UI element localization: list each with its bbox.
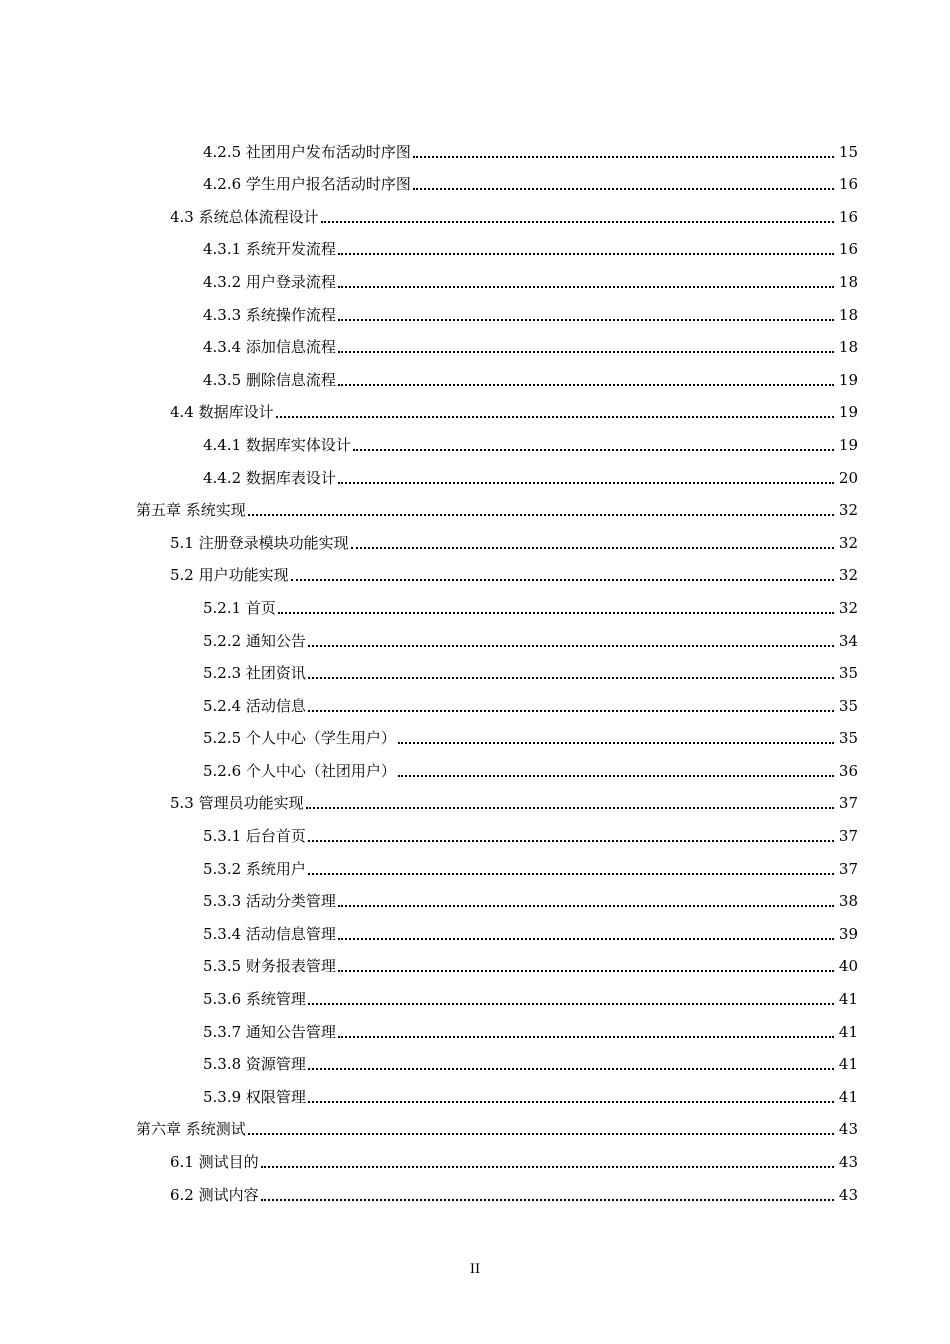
toc-entry-title: 5.2.2 通知公告 bbox=[203, 631, 306, 650]
toc-entry[interactable] bbox=[0, 786, 950, 819]
toc-entry-title: 第六章 系统测试 bbox=[136, 1120, 246, 1139]
toc-entry-page-number: 15 bbox=[838, 142, 858, 161]
toc-entry-title: 5.3.5 财务报表管理 bbox=[203, 957, 336, 976]
table-of-contents bbox=[0, 134, 950, 1210]
toc-entry-title: 5.2.5 个人中心（学生用户） bbox=[203, 729, 396, 748]
toc-dot-leader bbox=[308, 710, 834, 712]
toc-dot-leader bbox=[308, 873, 834, 875]
toc-entry[interactable] bbox=[0, 1047, 950, 1080]
toc-entry-title: 6.2 测试内容 bbox=[170, 1185, 259, 1204]
toc-entry-page-number: 41 bbox=[838, 1022, 858, 1041]
toc-entry[interactable] bbox=[0, 590, 950, 623]
toc-entry-title: 5.3.8 资源管理 bbox=[203, 1055, 306, 1074]
toc-entry-page-number: 32 bbox=[838, 598, 858, 617]
toc-entry-page-number: 32 bbox=[838, 533, 858, 552]
toc-dot-leader bbox=[306, 807, 834, 809]
toc-entry[interactable] bbox=[0, 721, 950, 754]
toc-dot-leader bbox=[321, 221, 834, 223]
toc-dot-leader bbox=[398, 775, 834, 777]
toc-entry-title: 4.4 数据库设计 bbox=[170, 403, 274, 422]
toc-entry[interactable] bbox=[0, 1079, 950, 1112]
toc-entry-title: 5.3.1 后台首页 bbox=[203, 827, 306, 846]
toc-entry[interactable] bbox=[0, 297, 950, 330]
toc-entry-page-number: 38 bbox=[838, 892, 858, 911]
toc-dot-leader bbox=[413, 188, 834, 190]
toc-entry[interactable] bbox=[0, 623, 950, 656]
toc-entry-page-number: 35 bbox=[838, 696, 858, 715]
toc-entry[interactable] bbox=[0, 884, 950, 917]
toc-entry-page-number: 35 bbox=[838, 729, 858, 748]
toc-dot-leader bbox=[351, 547, 834, 549]
toc-dot-leader bbox=[278, 612, 834, 614]
toc-entry-page-number: 16 bbox=[838, 240, 858, 259]
toc-entry-page-number: 39 bbox=[838, 924, 858, 943]
toc-entry[interactable] bbox=[0, 167, 950, 200]
toc-entry-page-number: 18 bbox=[838, 338, 858, 357]
toc-entry-page-number: 32 bbox=[838, 501, 858, 520]
toc-entry-title: 4.4.1 数据库实体设计 bbox=[203, 435, 351, 454]
toc-entry-title: 5.2.1 首页 bbox=[203, 598, 276, 617]
toc-entry[interactable] bbox=[0, 688, 950, 721]
toc-dot-leader bbox=[338, 351, 834, 353]
toc-dot-leader bbox=[248, 514, 834, 516]
toc-entry[interactable] bbox=[0, 395, 950, 428]
toc-entry[interactable] bbox=[0, 851, 950, 884]
toc-dot-leader bbox=[338, 938, 834, 940]
toc-entry-title: 4.3.2 用户登录流程 bbox=[203, 272, 336, 291]
toc-entry[interactable] bbox=[0, 753, 950, 786]
toc-dot-leader bbox=[338, 384, 834, 386]
toc-entry[interactable] bbox=[0, 232, 950, 265]
toc-dot-leader bbox=[308, 1101, 834, 1103]
toc-entry[interactable] bbox=[0, 427, 950, 460]
toc-entry-title: 5.2.6 个人中心（社团用户） bbox=[203, 761, 396, 780]
toc-entry-page-number: 43 bbox=[838, 1185, 858, 1204]
toc-dot-leader bbox=[276, 416, 834, 418]
toc-entry-title: 5.2.4 活动信息 bbox=[203, 696, 306, 715]
toc-entry[interactable] bbox=[0, 460, 950, 493]
toc-entry-title: 5.3.4 活动信息管理 bbox=[203, 924, 336, 943]
toc-entry[interactable] bbox=[0, 818, 950, 851]
toc-dot-leader bbox=[261, 1166, 834, 1168]
toc-entry-page-number: 18 bbox=[838, 305, 858, 324]
toc-dot-leader bbox=[398, 742, 834, 744]
toc-entry-page-number: 37 bbox=[838, 859, 858, 878]
toc-dot-leader bbox=[353, 449, 834, 451]
toc-entry-page-number: 41 bbox=[838, 1055, 858, 1074]
toc-entry-page-number: 18 bbox=[838, 272, 858, 291]
toc-entry-page-number: 32 bbox=[838, 566, 858, 585]
toc-dot-leader bbox=[338, 905, 834, 907]
toc-dot-leader bbox=[291, 579, 834, 581]
toc-entry-page-number: 35 bbox=[838, 664, 858, 683]
toc-entry-page-number: 40 bbox=[838, 957, 858, 976]
toc-entry[interactable] bbox=[0, 264, 950, 297]
toc-entry-title: 5.3 管理员功能实现 bbox=[170, 794, 304, 813]
toc-entry-title: 4.4.2 数据库表设计 bbox=[203, 468, 336, 487]
toc-entry-page-number: 34 bbox=[838, 631, 858, 650]
toc-dot-leader bbox=[261, 1199, 834, 1201]
toc-entry-page-number: 36 bbox=[838, 761, 858, 780]
toc-entry[interactable] bbox=[0, 1112, 950, 1145]
toc-entry-title: 5.3.2 系统用户 bbox=[203, 859, 306, 878]
toc-entry-title: 4.3.4 添加信息流程 bbox=[203, 338, 336, 357]
page-number: II bbox=[469, 1262, 481, 1277]
toc-entry-page-number: 43 bbox=[838, 1153, 858, 1171]
toc-entry[interactable] bbox=[0, 1014, 950, 1047]
toc-dot-leader bbox=[338, 482, 834, 484]
toc-entry[interactable] bbox=[0, 949, 950, 982]
toc-entry-page-number: 19 bbox=[838, 370, 858, 389]
toc-dot-leader bbox=[308, 645, 834, 647]
toc-entry-title: 5.2.3 社团资讯 bbox=[203, 664, 306, 683]
toc-entry-page-number: 20 bbox=[838, 468, 858, 487]
toc-entry-title: 4.2.5 社团用户发布活动时序图 bbox=[203, 142, 411, 161]
toc-entry[interactable] bbox=[0, 1177, 950, 1210]
toc-dot-leader bbox=[308, 1068, 834, 1070]
toc-entry-title: 第五章 系统实现 bbox=[136, 501, 246, 520]
toc-entry-title: 4.3 系统总体流程设计 bbox=[170, 207, 319, 226]
toc-entry[interactable] bbox=[0, 330, 950, 363]
toc-entry[interactable] bbox=[0, 362, 950, 395]
toc-entry-title: 4.2.6 学生用户报名活动时序图 bbox=[203, 175, 411, 194]
toc-entry-title: 5.1 注册登录模块功能实现 bbox=[170, 533, 349, 552]
toc-dot-leader bbox=[413, 156, 834, 158]
toc-entry[interactable] bbox=[0, 558, 950, 591]
toc-entry-title: 4.3.3 系统操作流程 bbox=[203, 305, 336, 324]
toc-entry-page-number: 41 bbox=[838, 1087, 858, 1106]
toc-dot-leader bbox=[338, 1036, 834, 1038]
toc-entry[interactable] bbox=[0, 134, 950, 167]
toc-dot-leader bbox=[338, 253, 834, 255]
toc-entry-page-number: 37 bbox=[838, 827, 858, 846]
toc-entry-title: 4.3.1 系统开发流程 bbox=[203, 240, 336, 259]
toc-dot-leader bbox=[308, 677, 834, 679]
toc-entry-title: 5.3.7 通知公告管理 bbox=[203, 1022, 336, 1041]
toc-entry-page-number: 16 bbox=[838, 175, 858, 194]
toc-entry-title: 4.3.5 删除信息流程 bbox=[203, 370, 336, 389]
toc-entry[interactable] bbox=[0, 981, 950, 1014]
toc-entry-title: 6.1 测试目的 bbox=[170, 1153, 259, 1171]
toc-entry[interactable] bbox=[0, 1144, 950, 1177]
toc-entry-title: 5.3.9 权限管理 bbox=[203, 1087, 306, 1106]
toc-dot-leader bbox=[308, 840, 834, 842]
toc-entry[interactable] bbox=[0, 199, 950, 232]
toc-entry-title: 5.3.6 系统管理 bbox=[203, 990, 306, 1009]
toc-entry-page-number: 43 bbox=[838, 1120, 858, 1139]
toc-entry-page-number: 19 bbox=[838, 403, 858, 422]
toc-entry[interactable] bbox=[0, 656, 950, 689]
toc-entry-page-number: 41 bbox=[838, 990, 858, 1009]
toc-entry-page-number: 19 bbox=[838, 435, 858, 454]
toc-entry-title: 5.3.3 活动分类管理 bbox=[203, 892, 336, 911]
toc-entry-title: 5.2 用户功能实现 bbox=[170, 566, 289, 585]
toc-dot-leader bbox=[338, 319, 834, 321]
toc-entry-page-number: 37 bbox=[838, 794, 858, 813]
toc-dot-leader bbox=[308, 1003, 834, 1005]
toc-entry[interactable] bbox=[0, 916, 950, 949]
toc-entry[interactable] bbox=[0, 525, 950, 558]
toc-entry-page-number: 16 bbox=[838, 207, 858, 226]
toc-dot-leader bbox=[338, 286, 834, 288]
toc-dot-leader bbox=[248, 1133, 834, 1135]
toc-entry[interactable] bbox=[0, 493, 950, 526]
toc-dot-leader bbox=[338, 970, 834, 972]
